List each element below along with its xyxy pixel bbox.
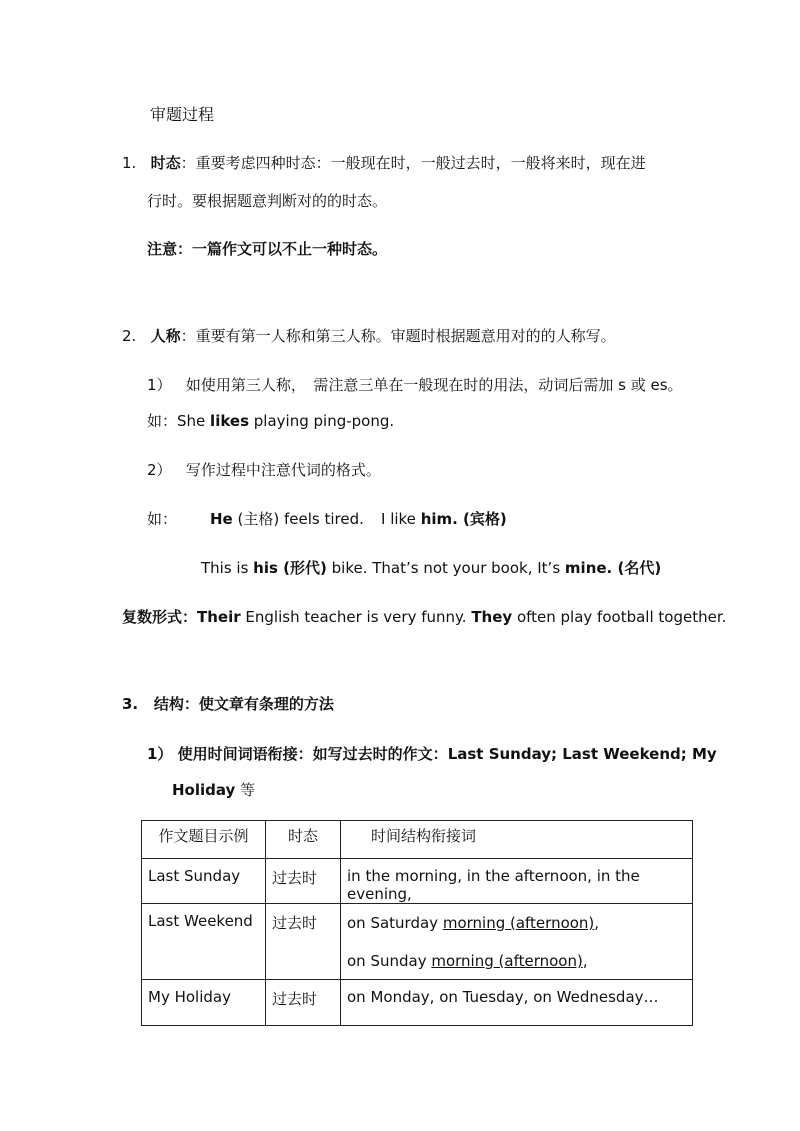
plural-label: 复数形式： (122, 608, 198, 626)
cell-topic: My Holiday (142, 980, 266, 1026)
table-row (142, 859, 693, 904)
s3-point-1-examples: Last Sunday; Last Weekend; My (447, 745, 717, 763)
example-2-i (381, 508, 507, 530)
plural-line (122, 606, 726, 628)
s3-point-1-deng: 等 (235, 781, 256, 799)
example-2-he-bold: He (210, 510, 233, 528)
example-2-i-text: I like (381, 510, 421, 528)
section-3-number: 3. (122, 695, 139, 713)
section-1-note: 注意：一篇作文可以不止一种时态。 (147, 240, 388, 258)
connectives-line-2 (347, 950, 686, 972)
point-2-number: 2） (147, 461, 172, 479)
example-1-text-a: She (177, 412, 211, 430)
table-row (142, 980, 693, 1026)
section-2-colon: ： (180, 327, 196, 345)
example-3-text-a: This is (201, 559, 254, 577)
section-1-colon: ： (180, 154, 196, 172)
section-3-label: 结构：使文章有条理的方法 (153, 695, 334, 713)
line-1-text: on Saturday (347, 914, 443, 932)
section-2-text: 重要有第一人称和第三人称。审题时根据题意用对的的人称写。 (195, 327, 616, 345)
section-1-label: 时态 (150, 154, 181, 172)
plural-text-a: English teacher is very funny. (240, 608, 472, 626)
line-2-text: on Sunday (347, 952, 432, 970)
plural-their: Their (197, 608, 241, 626)
cell-tense: 过去时 (266, 859, 341, 904)
header-connectives: 时间结构衔接词 (341, 821, 693, 859)
time-connectives-table (141, 820, 693, 1026)
header-tense: 时态 (266, 821, 341, 859)
example-1-prefix: 如： (147, 412, 178, 430)
s3-point-1-text: 使用时间词语衔接：如写过去时的作文： (177, 745, 448, 763)
cell-connectives (341, 904, 693, 980)
example-2-subject-text: (主格) feels tired. (232, 510, 364, 528)
page-heading: 审题过程 (150, 105, 215, 124)
example-3-his-bold: his (形代) (253, 559, 327, 577)
section-2-point-1 (147, 374, 683, 396)
s3-point-1-examples-2: Holiday (172, 781, 236, 799)
cell-connectives: on Monday, on Tuesday, on Wednesday… (341, 980, 693, 1026)
cell-topic: Last Sunday (142, 859, 266, 904)
example-1-bold: likes (210, 412, 250, 430)
s3-point-1-number: 1） (147, 745, 173, 763)
section-3-point-1-cont (172, 779, 255, 801)
example-2-he (210, 508, 364, 530)
section-2-line-1 (122, 325, 616, 347)
section-1-line-1 (122, 152, 646, 174)
cell-tense: 过去时 (266, 980, 341, 1026)
example-2-him-bold: him. (宾格) (420, 510, 507, 528)
line-1-underlined: morning (afternoon) (442, 914, 595, 932)
section-1-line-2: 行时。要根据题意判断对的的时态。 (147, 192, 388, 210)
cell-tense: 过去时 (266, 904, 341, 980)
line-1-comma: , (594, 914, 600, 932)
cell-connectives: in the morning, in the afternoon, in the evening, (341, 859, 693, 904)
plural-text-b: often play football together. (512, 608, 727, 626)
section-2-point-2 (147, 459, 381, 481)
line-2-underlined: morning (afternoon) (431, 952, 583, 970)
example-1-text-c: playing ping-pong. (249, 412, 395, 430)
example-1 (147, 410, 394, 432)
point-2-text: 写作过程中注意代词的格式。 (185, 461, 381, 479)
section-1-text: 重要考虑四种时态：一般现在时，一般过去时，一般将来时，现在进 (195, 154, 646, 172)
point-1-number: 1） (147, 376, 172, 394)
example-3 (201, 557, 661, 579)
section-2-number: 2. (122, 327, 137, 345)
header-topic: 作文题目示例 (142, 821, 266, 859)
example-2-prefix: 如： (147, 510, 178, 528)
example-3-mine-bold: mine. (名代) (564, 559, 662, 577)
section-3-point-1 (147, 743, 717, 765)
table-header-row (142, 821, 693, 859)
connectives-line-1 (347, 912, 686, 934)
example-3-text-b: bike. That’s not your book, It’s (326, 559, 565, 577)
section-2-label: 人称 (150, 327, 181, 345)
section-3-line-1 (122, 693, 334, 715)
plural-they: They (471, 608, 513, 626)
section-1-number: 1. (122, 154, 137, 172)
point-1-text: 如使用第三人称， 需注意三单在一般现在时的用法，动词后需加 s 或 es。 (185, 376, 683, 394)
line-2-comma: , (582, 952, 588, 970)
table-row (142, 904, 693, 980)
cell-topic: Last Weekend (142, 904, 266, 980)
